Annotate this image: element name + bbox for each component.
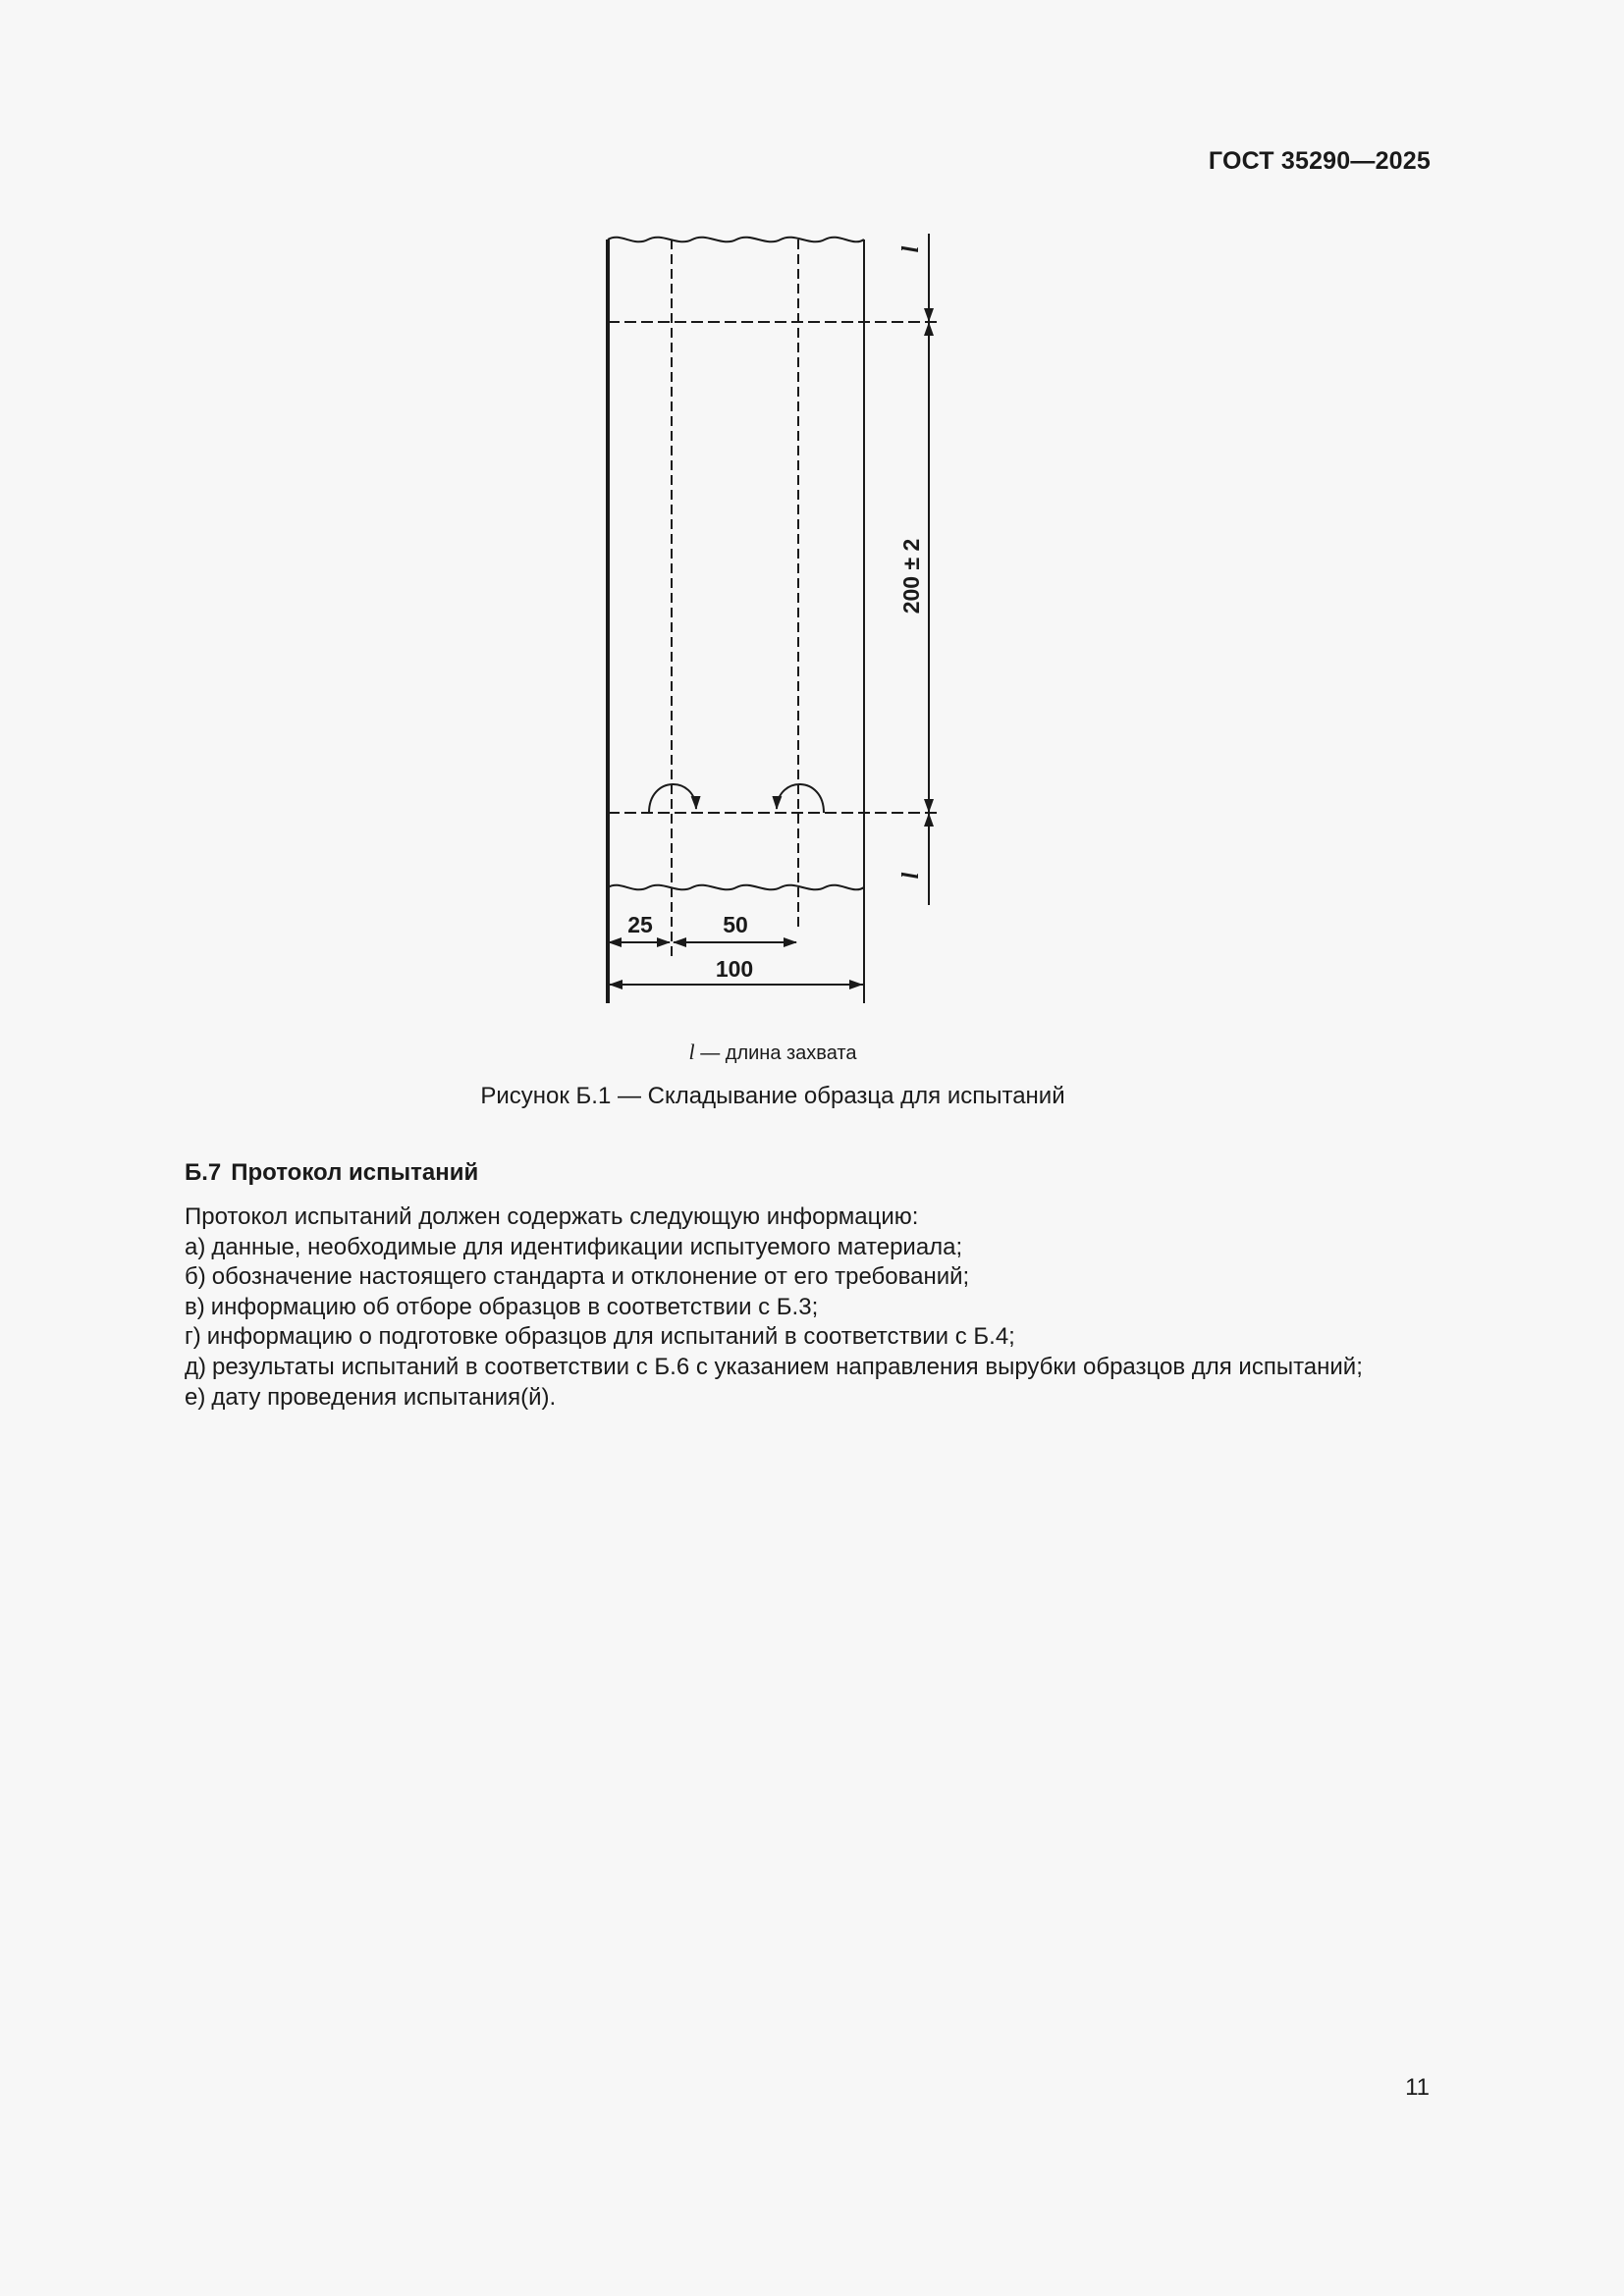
fold-arrow-right: [777, 784, 824, 813]
list-item-text: данные, необходимые для идентификации испытуемого материала;: [211, 1233, 963, 1260]
list-item: [185, 1353, 1461, 1383]
list-item-marker: б): [185, 1263, 206, 1291]
list-item-text: информацию об отборе образцов в соответствии с Б.3;: [210, 1293, 819, 1320]
list-item: [185, 1262, 1461, 1293]
specimen-drawing: [0, 0, 1624, 1080]
figure-legend: [0, 1040, 1545, 1065]
legend-symbol: l: [688, 1040, 695, 1064]
figure-specimen-folding: [0, 0, 1624, 1080]
list-item-marker: д): [185, 1353, 206, 1380]
legend-text: — длина захвата: [694, 1042, 857, 1064]
list-item: [185, 1383, 1461, 1414]
top-break-line: [608, 238, 864, 242]
section-heading: [185, 1159, 478, 1187]
dim-label-total-width: 100: [715, 956, 754, 982]
list-item-marker: в): [185, 1293, 205, 1320]
list-item-text: информацию о подготовке образцов для испытаний в соответствии с Б.4;: [206, 1323, 1015, 1351]
dim-label-length: 200 ± 2: [898, 538, 924, 614]
list-item-marker: е): [185, 1383, 206, 1411]
list-item-marker: а): [185, 1233, 206, 1260]
list-item-text: дату проведения испытания(й).: [211, 1383, 557, 1411]
list-item: [185, 1233, 1461, 1263]
page-number: 11: [1405, 2074, 1430, 2101]
list-item: [185, 1293, 1461, 1323]
dim-label-grip-top: l: [898, 245, 924, 253]
dim-label-grip-bottom: l: [898, 872, 924, 880]
section-title: Протокол испытаний: [231, 1159, 479, 1186]
figure-caption: Рисунок Б.1 — Складывание образца для испытаний: [480, 1083, 1065, 1109]
list-item-text: обозначение настоящего стандарта и отклонение от его требований;: [211, 1263, 970, 1291]
dim-label-offset: 25: [627, 912, 653, 937]
list-item-marker: г): [185, 1323, 201, 1351]
dim-label-fold-width: 50: [723, 912, 748, 937]
bottom-break-line: [608, 885, 864, 890]
document-code: ГОСТ 35290—2025: [1208, 147, 1431, 175]
section-body: [185, 1202, 1461, 1413]
section-number: Б.7: [185, 1159, 222, 1186]
section-intro: Протокол испытаний должен содержать следующую информацию:: [185, 1203, 919, 1230]
list-item: [185, 1322, 1461, 1353]
list-item-text: результаты испытаний в соответствии с Б.6 с указанием направления вырубки образцов для испытаний;: [212, 1353, 1363, 1380]
